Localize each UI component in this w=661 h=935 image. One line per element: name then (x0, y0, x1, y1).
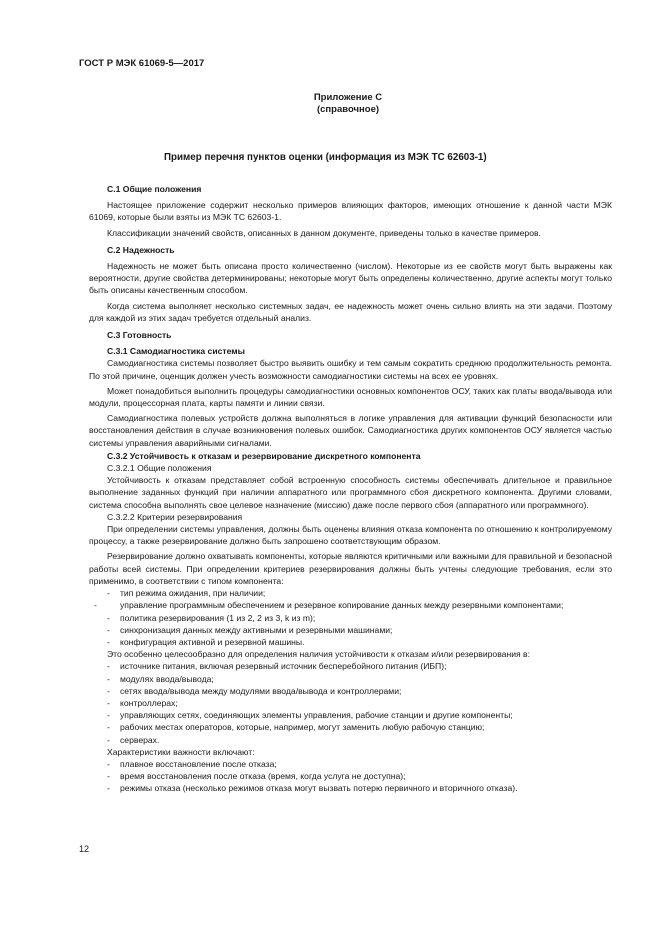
paragraph: Самодиагностика системы позволяет быстро выявить ошибку и тем самым сократить среднюю продолжительность ремонта. По этой причине, оценщик должен учесть возможности самодиагностики системы на всех ее уровнях. (89, 358, 612, 381)
list-item: - источнике питания, включая резервный источник бесперебойного питания (ИБП); (107, 661, 447, 672)
list-item: - серверах. (107, 734, 160, 745)
paragraph: Классификации значений свойств, описанных в данном документе, приведены только в качестве примеров. (107, 227, 541, 238)
clause-heading: С.3.2.2 Критерии резервирования (107, 511, 243, 522)
subsection-heading: С.3.2 Устойчивость к отказам и резервирование дискретного компонента (107, 450, 421, 461)
document-title: Пример перечня пунктов оценки (информация из МЭК ТС 62603-1) (164, 152, 487, 163)
paragraph: Характеристики важности включают: (107, 746, 255, 757)
paragraph: Это особенно целесообразно для определения наличия устойчивости к отказам и/или резервирования в: (107, 649, 530, 660)
standard-designation: ГОСТ Р МЭК 61069-5—2017 (79, 58, 205, 69)
document-body (89, 183, 612, 795)
list-item: - управление программным обеспечением и резервное копирование данных между резервными компонентами; (94, 600, 564, 611)
paragraph: Устойчивость к отказам представляет собой встроенную способность системы обеспечивать длительное и правильное выполнение заданных функций при наличии аппаратного или программного сбоя дискретного компонента. Другими словами, система способна выполнять свое целевое назначение (миссию) даже после первого сбоя (аппаратного или программного). (89, 475, 612, 510)
list-item: - синхронизация данных между активными и резервными машинами; (107, 624, 393, 635)
list-item: - модулях ввода/вывода; (107, 673, 214, 684)
paragraph: Может понадобиться выполнить процедуры самодиагностики основных компонентов ОСУ, таких как платы ввода/вывода или модули, процессорная плата, карты памяти и линии связи. (89, 385, 612, 409)
section-heading: С.2 Надежность (107, 244, 175, 255)
clause-heading: С.3.2.1 Общие положения (107, 463, 212, 474)
section-heading: С.3 Готовность (107, 330, 172, 341)
list-item: - тип режима ожидания, при наличии; (107, 588, 266, 599)
paragraph: Когда система выполняет несколько системных задач, ее надежность может очень сильно влиять на эти задачи. Поэтому для каждой из этих задач требуется отдельный анализ. (89, 300, 612, 323)
paragraph: Настоящее приложение содержит несколько примеров влияющих факторов, имеющих отношение к данной части МЭК 61069, которые были взяты из МЭК ТС 62603-1. (89, 200, 612, 223)
list-item: - рабочих местах операторов, которые, например, могут заменить любую рабочую станцию; (107, 722, 485, 733)
list-item: - контроллерах; (107, 697, 178, 708)
subsection-heading: С.3.1 Самодиагностика системы (107, 346, 245, 357)
list-item: - управляющих сетях, соединяющих элементы управления, рабочие станции и другие компоненты; (107, 710, 513, 721)
list-item: - время восстановления после отказа (время, когда услуга не доступна); (107, 771, 406, 782)
list-item: - сетях ввода/вывода между модулями ввода/вывода и контроллерами; (107, 685, 402, 696)
list-item: - конфигурация активной и резервной машины. (107, 636, 305, 647)
paragraph: Резервирование должно охватывать компоненты, которые являются критичными или важными для правильной и безопасной работы всей системы. При определении критериев резервирования должны быть учтены следующие требования, если это применимо, в соответствии с типом компонента: (89, 551, 612, 586)
section-heading: С.1 Общие положения (107, 184, 202, 194)
paragraph: При определении системы управления, должны быть оценены влияния отказа компонента по отношению к контролируемому процессу, а также резервирование должно быть запрошено соответствующим образом. (89, 524, 612, 547)
paragraph: Надежность не может быть описана просто количественно (числом). Некоторые из ее свойств могут быть выражены как вероятности, другие свойства детерминированы; некоторые могут быть определены количественно, другие аспекты могут только быть описаны качественным способом. (89, 261, 612, 296)
list-item: - режимы отказа (несколько режимов отказа могут вызвать потерю первичного и вторичного отказа). (107, 783, 518, 794)
appendix-title: Приложение С (313, 92, 383, 103)
list-item: - плавное восстановление после отказа; (107, 758, 277, 769)
paragraph: Самодиагностика полевых устройств должна выполняться в логике управления для активации функций безопасности или восстановления действия в случае возникновения полевых ошибок. Самодиагностика других компонентов ОСУ является частью системы управления аварийными сигналами. (89, 413, 612, 448)
appendix-subtitle: (справочное) (316, 104, 380, 115)
list-item: - политика резервирования (1 из 2, 2 из 3, k из m); (107, 612, 316, 623)
page-number: 12 (79, 844, 90, 854)
